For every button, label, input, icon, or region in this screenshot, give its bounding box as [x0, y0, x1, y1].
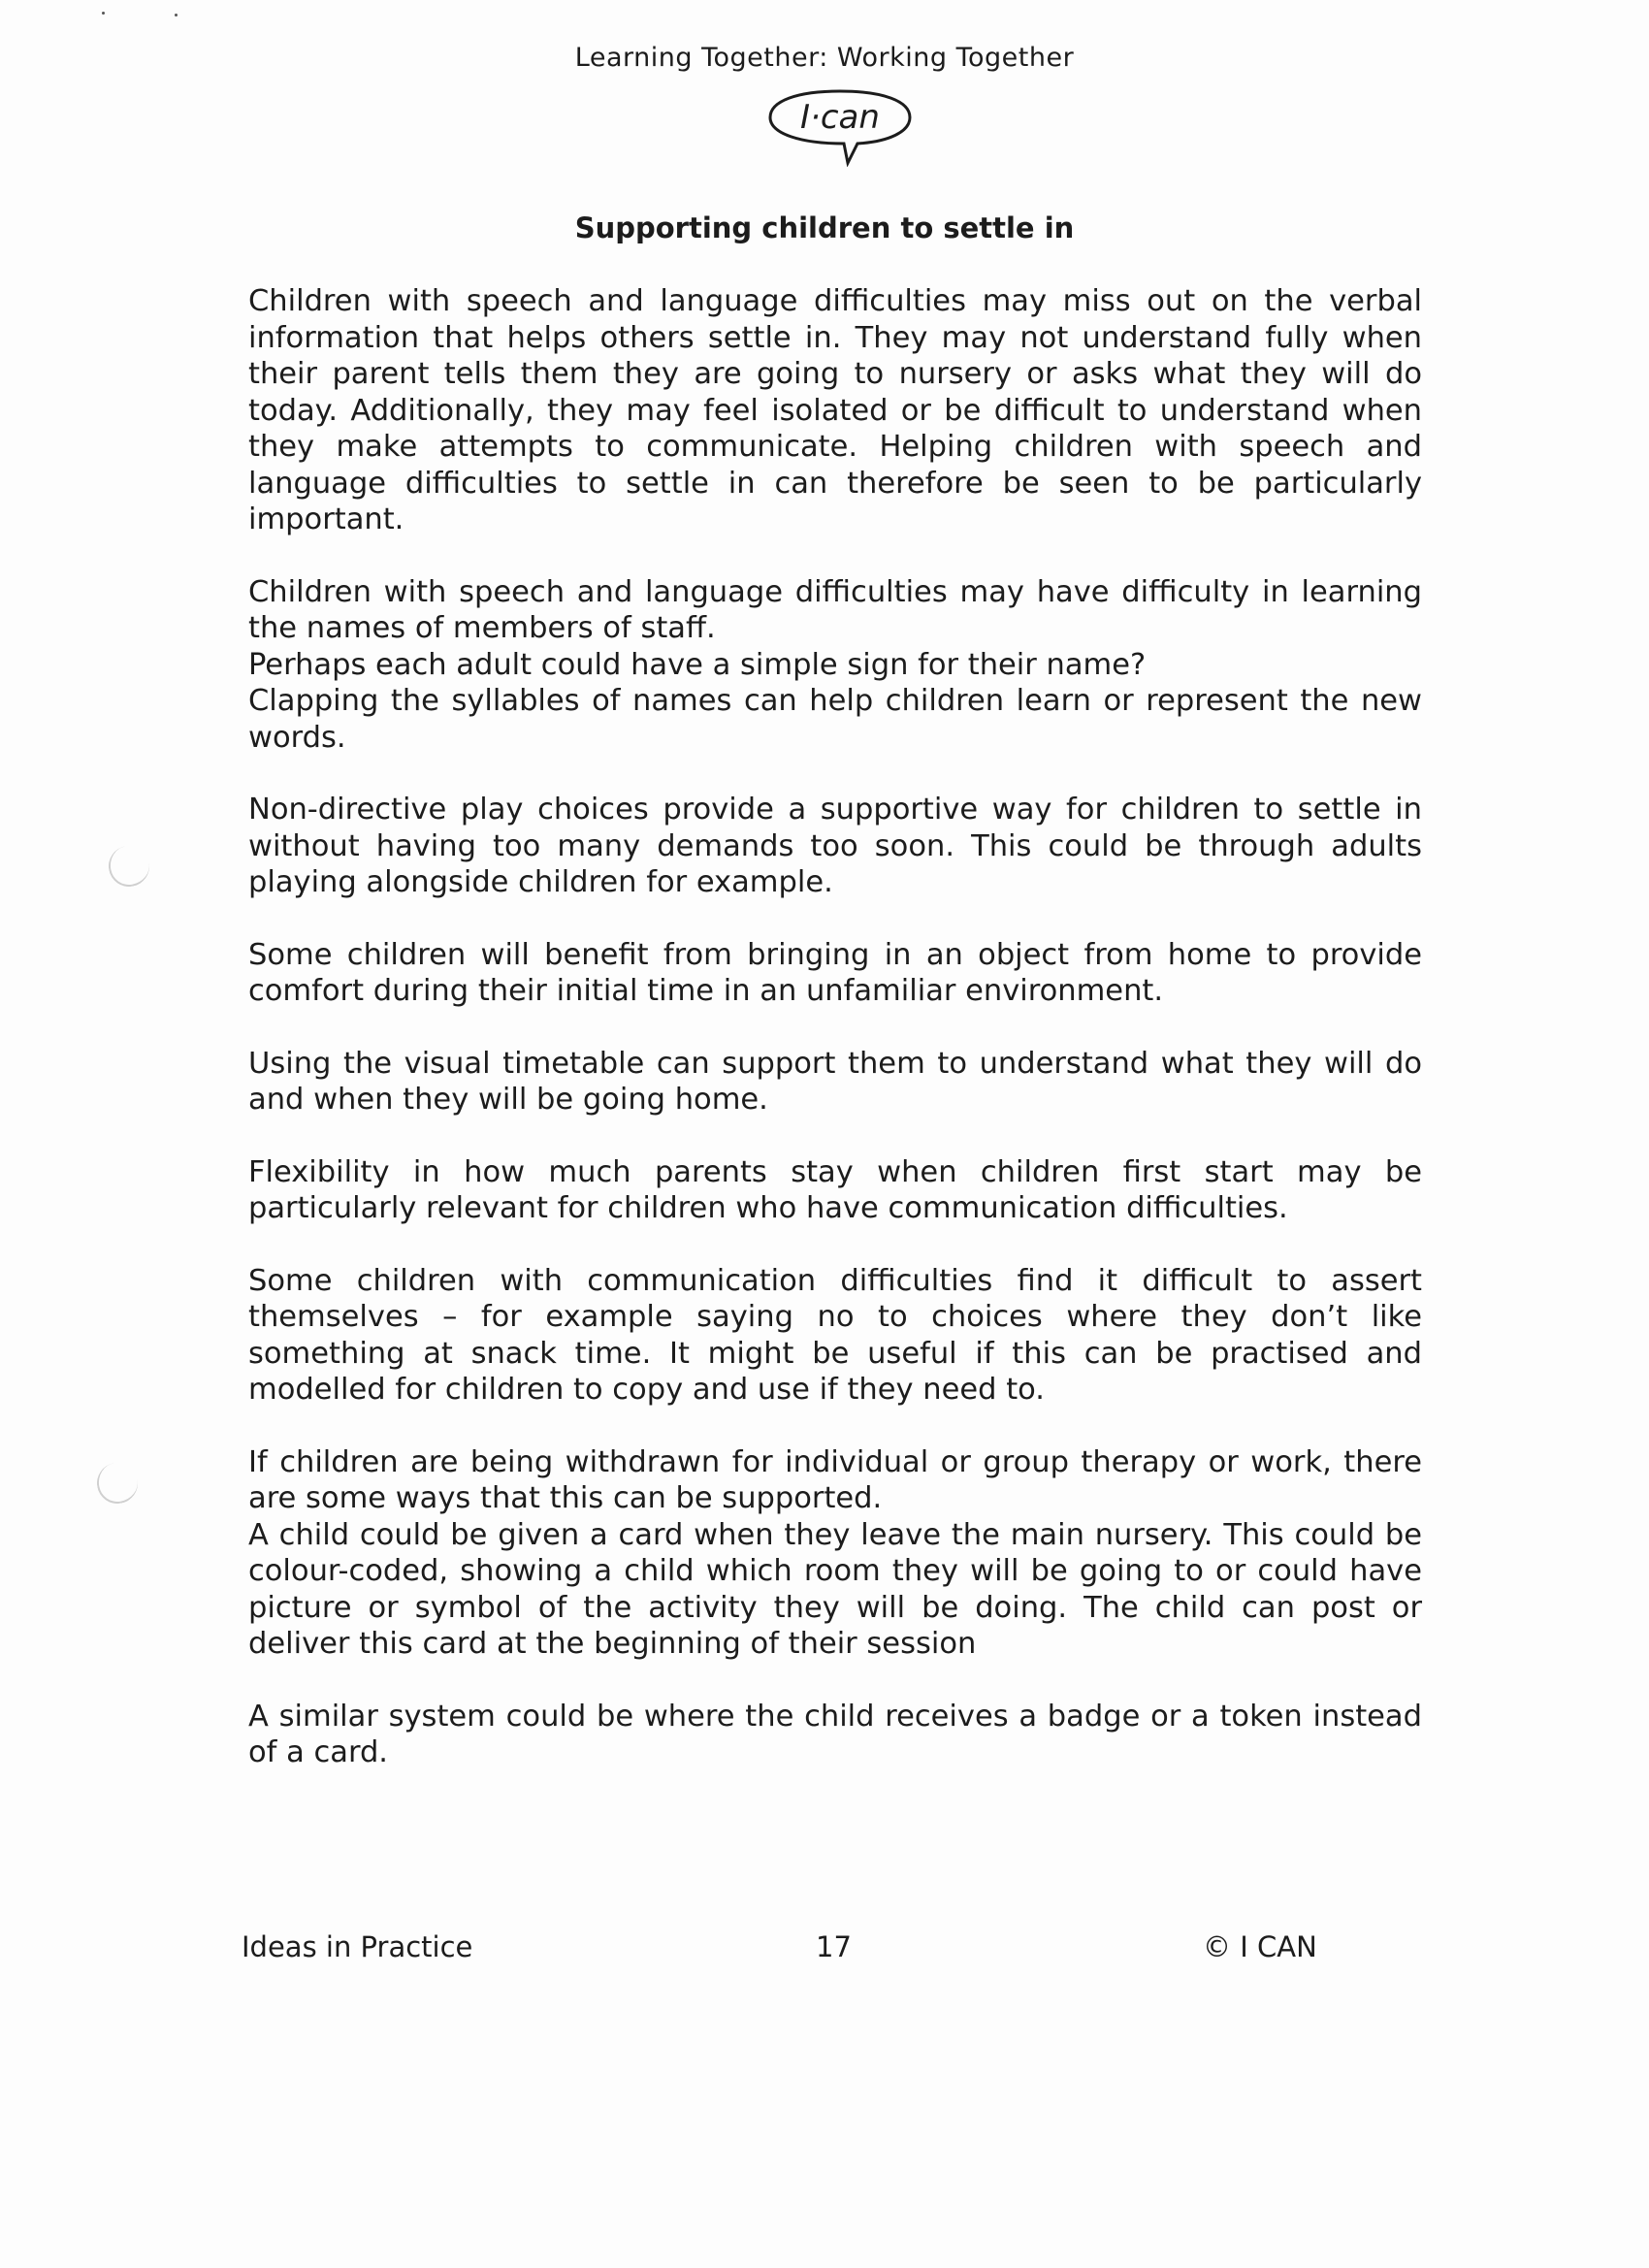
paragraph-line: Clapping the syllables of names can help children learn or represent the new words.	[248, 684, 1422, 755]
punch-hole-mark	[94, 1460, 142, 1507]
paragraph	[248, 1154, 1422, 1227]
paragraph-line: Perhaps each adult could have a simple sign for their name?	[248, 647, 1147, 682]
page-title: Supporting children to settle in	[574, 211, 1075, 244]
paragraph-line: A similar system could be where the child receives a badge or a token instead of a card.	[248, 1699, 1422, 1769]
paragraph-line: Children with speech and language difficulties may miss out on the verbal information that helps others settle in. They may not understand fully when their parent tells them they are going to nursery or asks what they will do today. Additionally, they may feel isolated or be difficult to understand when they make attempts to communicate. Helping children with speech and language difficulties to settle in can therefore be seen to be particularly important.	[248, 284, 1422, 536]
paragraph-line: If children are being withdrawn for individual or group therapy or work, there are some ways that this can be supported.	[248, 1444, 1422, 1515]
footer-copyright: © I CAN	[1203, 1930, 1317, 1963]
scan-speck	[175, 14, 178, 16]
logo-text: I·can	[800, 98, 880, 137]
paragraph-line: A child could be given a card when they leave the main nursery. This could be colour-coded, showing a child which room they will be going to or could have picture or symbol of the activity they will be doing. The child can post or deliver this card at the beginning of their session	[248, 1517, 1422, 1661]
series-title: Learning Together: Working Together	[574, 43, 1075, 73]
paragraph	[248, 283, 1422, 538]
page-number: 17	[816, 1930, 852, 1963]
paragraph-line: Children with speech and language difficulties may have difficulty in learning the names of members of staff.	[248, 574, 1422, 645]
paragraph	[248, 792, 1422, 901]
paragraph-line: Some children with communication difficulties find it difficult to assert themselves – for example saying no to choices where they don’t like something at snack time. It might be useful if this can be practised and modelled for children to copy and use if they need to.	[248, 1263, 1422, 1407]
ican-logo	[762, 85, 918, 167]
paragraph-line: Non-directive play choices provide a supportive way for children to settle in without having too many demands too soon. This could be through adults playing alongside children for example.	[248, 793, 1422, 899]
paragraph	[248, 1444, 1422, 1663]
footer-left: Ideas in Practice	[242, 1930, 473, 1963]
paragraph	[248, 937, 1422, 1010]
scan-speck	[102, 12, 105, 15]
paragraph	[248, 1046, 1422, 1118]
paragraph	[248, 1699, 1422, 1771]
paragraph	[248, 574, 1422, 757]
paragraph-line: Using the visual timetable can support them to understand what they will do and when they will be going home.	[248, 1046, 1422, 1117]
body-text	[248, 283, 1422, 1807]
paragraph	[248, 1263, 1422, 1409]
paragraph-line: Some children will benefit from bringing in an object from home to provide comfort during their initial time in an unfamiliar environment.	[248, 937, 1422, 1008]
punch-hole-mark	[106, 843, 153, 891]
paragraph-line: Flexibility in how much parents stay when children first start may be particularly relevant for children who have communication difficulties.	[248, 1154, 1422, 1225]
speech-bubble-logo-icon	[762, 85, 918, 167]
